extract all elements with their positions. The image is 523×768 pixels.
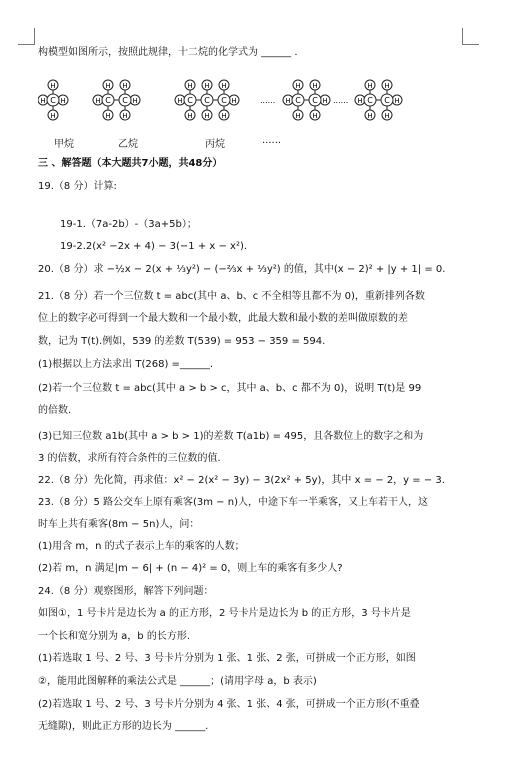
- svg-text:H: H: [384, 112, 390, 120]
- hydrogen-atom: [382, 80, 392, 90]
- hydrogen-atom: [310, 80, 320, 90]
- svg-text:C: C: [50, 96, 56, 105]
- svg-text:H: H: [50, 112, 56, 120]
- crop-mark-top-right: [462, 28, 479, 45]
- carbon-atom: [184, 94, 196, 106]
- label-ethane: 乙烷: [118, 139, 138, 150]
- hydrogen-atom: [219, 80, 229, 90]
- svg-text:H: H: [322, 97, 328, 105]
- question-21-part-3-line-2: 3 的倍数，求所有符合条件的三位数的值.: [38, 453, 221, 464]
- svg-text:H: H: [231, 97, 237, 105]
- hydrogen-atom: [120, 110, 130, 120]
- hydrogen-atom: [103, 110, 113, 120]
- hydrogen-atom: [293, 80, 303, 90]
- crop-mark-top-left: [18, 28, 35, 45]
- carbon-atom: [292, 94, 304, 106]
- question-23-part-1: (1)用含 m，n 的式子表示上车的乘客的人数；: [38, 541, 245, 552]
- question-24-part-1-line-1: (1)若选取 1 号、2 号、3 号卡片分别为 1 张、1 张、2 张，可拼成一个正方形，如图: [38, 653, 416, 664]
- carbon-atom: [309, 94, 321, 106]
- question-23-line-2: 时车上共有乘客(8m − 5n)人，问：: [38, 519, 200, 530]
- question-24: 24.（8 分）观察图形，解答下列问题：: [38, 586, 214, 597]
- hydrogen-atom: [48, 110, 58, 120]
- carbon-atom: [102, 94, 114, 106]
- label-methane: 甲烷: [54, 139, 74, 150]
- svg-text:H: H: [357, 97, 363, 105]
- hydrogen-atom: [293, 110, 303, 120]
- question-18-tail: 构模型如图所示，按照此规律，十二烷的化学式为 ______ .: [38, 47, 298, 58]
- svg-text:C: C: [367, 96, 373, 105]
- svg-text:C: C: [187, 96, 193, 105]
- question-19-2: 19-2.2(x² −2x + 4) − 3(−1 + x − x²).: [60, 241, 248, 252]
- question-20: 20.（8 分）求 −½x − 2(x + ⅓y²) − (−⅔x + ⅓y²) 的值，其中(x − 2)² + |y + 1| = 0.: [38, 264, 446, 275]
- carbon-atom: [218, 94, 230, 106]
- svg-text:H: H: [221, 82, 227, 90]
- svg-text:H: H: [312, 112, 318, 120]
- question-24-part-2-line-2: 无缝隙)，则此正方形的边长为 ______.: [38, 721, 209, 732]
- question-24-line-2: 一个长和宽分别为 a，b 的长方形.: [38, 631, 191, 642]
- svg-text:H: H: [132, 97, 138, 105]
- hydrogen-atom: [202, 80, 212, 90]
- svg-text:H: H: [187, 82, 193, 90]
- label-propane: 丙烷: [205, 139, 225, 150]
- hydrogen-atom: [365, 80, 375, 90]
- svg-text:C: C: [384, 96, 390, 105]
- hydrogen-atom: [310, 110, 320, 120]
- carbon-atom: [381, 94, 393, 106]
- svg-text:H: H: [384, 82, 390, 90]
- hydrogen-atom: [219, 110, 229, 120]
- svg-text:H: H: [122, 82, 128, 90]
- question-21-part-3-line-1: (3)已知三位数 a1b(其中 a > b > 1)的差数 T(a1b) = 495，且各数位上的数字之和为: [38, 431, 424, 442]
- label-ellipsis: ......: [262, 135, 282, 146]
- hydrogen-atom: [103, 80, 113, 90]
- svg-text:C: C: [105, 96, 111, 105]
- question-19-1: 19-1.（7a-2b）-（3a+5b）；: [60, 219, 197, 230]
- carbon-atom: [201, 94, 213, 106]
- svg-text:H: H: [50, 82, 56, 90]
- svg-text:C: C: [122, 96, 128, 105]
- question-23-line-1: 23.（8 分）5 路公交车上原有乘客(3m − n)人，中途下车一半乘客，又上车若干人，这: [38, 497, 428, 508]
- svg-text:C: C: [295, 96, 301, 105]
- question-21-line-1: 21.（8 分）若一个三位数 t = abc(其中 a、b、c 不全相等且都不为 0)，重新排列各数: [38, 291, 425, 302]
- svg-text:H: H: [122, 112, 128, 120]
- svg-text:H: H: [204, 112, 210, 120]
- alkane-structures-svg: [38, 72, 478, 132]
- svg-text:H: H: [221, 112, 227, 120]
- svg-text:H: H: [40, 97, 46, 105]
- svg-text:H: H: [367, 82, 373, 90]
- question-24-part-1-line-2: ②，能用此图解释的乘法公式是 ______；(请用字母 a，b 表示): [38, 676, 317, 687]
- svg-text:H: H: [105, 82, 111, 90]
- hydrogen-atom: [48, 80, 58, 90]
- carbon-atom: [47, 94, 59, 106]
- question-21-part-1: (1)根据以上方法求出 T(268) =______.: [38, 359, 214, 370]
- question-21-line-2: 位上的数字必可得到一个最大数和一个最小数，此最大数和最小数的差叫做原数的差: [38, 313, 408, 324]
- question-22: 22.（8 分）先化简，再求值：x² − 2(x² − 3y) − 3(2x² + 5y)，其中 x = − 2，y = − 3.: [38, 475, 445, 486]
- alkane-structure-figure: [38, 72, 478, 132]
- svg-text:H: H: [312, 82, 318, 90]
- question-23-part-2: (2)若 m，n 满足|m − 6| + (n − 4)² = 0，则上车的乘客有多少人?: [38, 563, 343, 574]
- question-21-line-3: 数，记为 T(t).例如，539 的差数 T(539) = 953 − 359 = 594.: [38, 336, 326, 347]
- question-24-part-2-line-1: (2)若选取 1 号、2 号、3 号卡片分别为 4 张、1 张、4 张，可拼成一个正方形(不重叠: [38, 699, 420, 710]
- svg-text:H: H: [394, 97, 400, 105]
- hydrogen-atom: [202, 110, 212, 120]
- svg-text:H: H: [295, 112, 301, 120]
- carbon-atom: [364, 94, 376, 106]
- hydrogen-atom: [185, 110, 195, 120]
- svg-text:H: H: [177, 97, 183, 105]
- svg-text:H: H: [204, 82, 210, 90]
- hydrogen-atom: [185, 80, 195, 90]
- question-24-line-1: 如图①，1 号卡片是边长为 a 的正方形，2 号卡片是边长为 b 的正方形，3 号卡片是: [38, 608, 411, 619]
- question-21-part-2-line-2: 的倍数.: [38, 405, 72, 416]
- svg-text:H: H: [367, 112, 373, 120]
- svg-text:H: H: [105, 112, 111, 120]
- carbon-atom: [119, 94, 131, 106]
- svg-text:C: C: [312, 96, 318, 105]
- hydrogen-atom: [365, 110, 375, 120]
- svg-text:H: H: [285, 97, 291, 105]
- svg-text:H: H: [60, 97, 66, 105]
- hydrogen-atom: [382, 110, 392, 120]
- svg-text:H: H: [295, 82, 301, 90]
- section-3-heading: 三 、解答题（本大题共7小题，共48分）: [38, 158, 223, 169]
- question-19: 19.（8 分）计算:: [38, 181, 117, 192]
- svg-text:C: C: [204, 96, 210, 105]
- svg-text:H: H: [95, 97, 101, 105]
- question-21-part-2-line-1: (2)若一个三位数 t = abc(其中 a > b > c，其中 a、b、c 都不为 0)，说明 T(t)是 99: [38, 383, 422, 394]
- svg-text:C: C: [221, 96, 227, 105]
- ellipsis-text: ......: [333, 96, 349, 105]
- svg-text:H: H: [187, 112, 193, 120]
- hydrogen-atom: [120, 80, 130, 90]
- ellipsis-text: ......: [260, 96, 276, 105]
